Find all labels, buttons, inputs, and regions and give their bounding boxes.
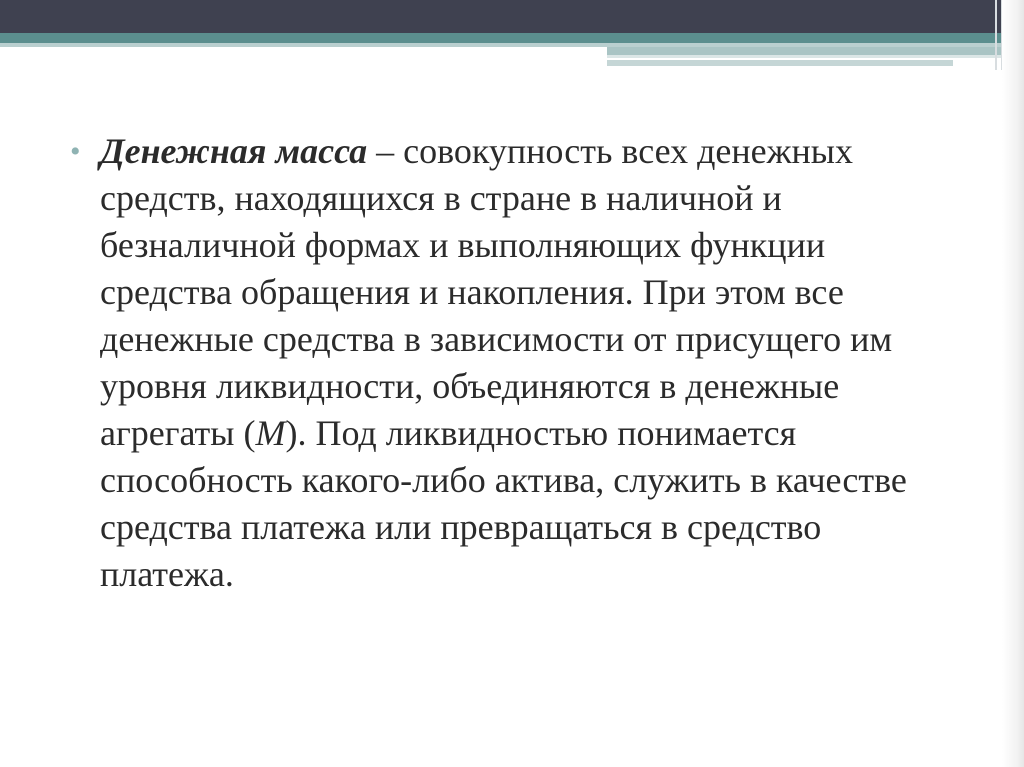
decor-stripe [995, 0, 997, 70]
page-edge-shadow [1002, 0, 1024, 767]
definition-text-part2: ). Под ликвидностью понимается способность какого-либо актива, служить в качестве средства платежа или превращаться в средство платежа. [100, 413, 907, 594]
bullet-dot-icon: • [70, 135, 81, 168]
bullet-text [100, 128, 960, 598]
header-band-right-lower [607, 60, 953, 66]
header-band-right-accent [607, 47, 1024, 55]
term-dash: – [367, 131, 404, 171]
bullet-item [70, 128, 960, 598]
header-band-dark [0, 0, 1024, 33]
slide-body [70, 128, 960, 598]
header-band-right-thin [607, 55, 1024, 58]
aggregate-symbol: М [255, 413, 286, 453]
definition-text-part1: совокупность всех денежных средств, находящихся в стране в наличной и безналичной формах и выполняющих функции средства обращения и накопления. При этом все денежные средства в зависимости от присущего им уровня ликвидности, объединяются в денежные агрегаты ( [100, 131, 893, 453]
header-band-teal [0, 33, 1024, 43]
definition-term: Денежная масса [100, 131, 368, 171]
